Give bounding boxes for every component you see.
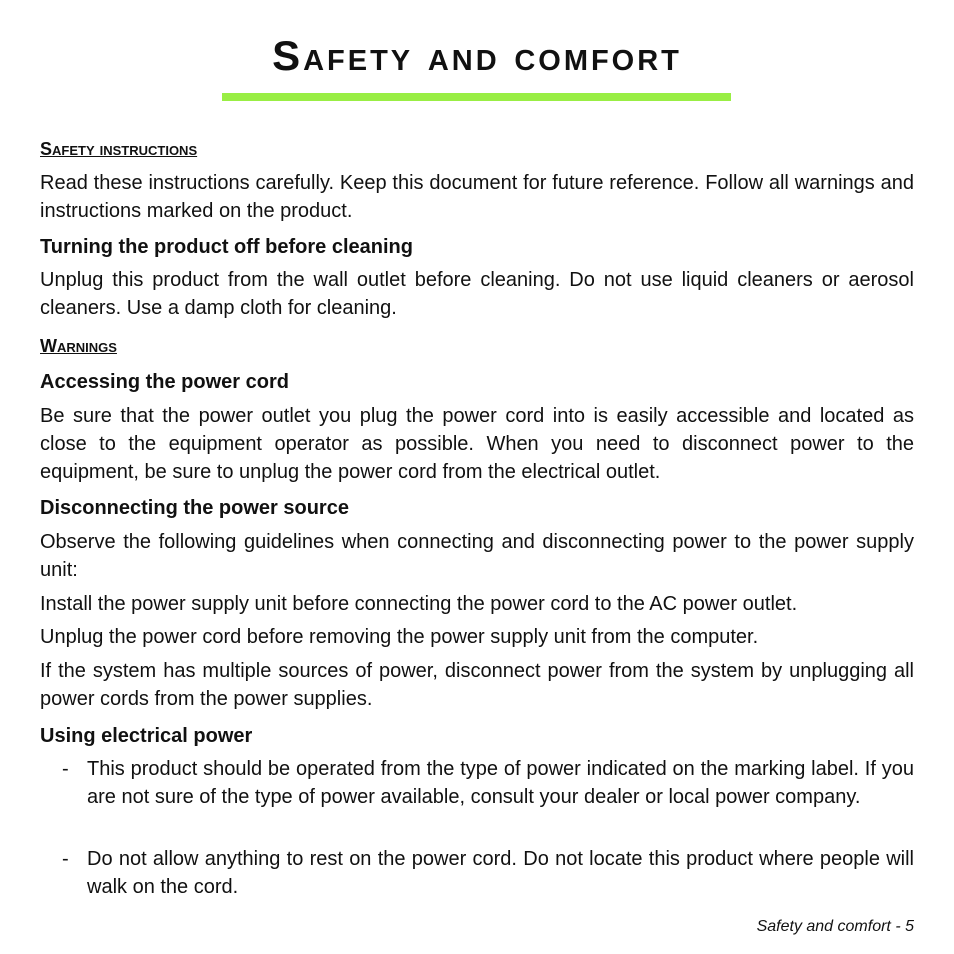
title-underline-bar [222, 93, 731, 101]
footer-label: Safety and comfort - [756, 918, 901, 935]
disconnect-paragraph-4: If the system has multiple sources of power, disconnect power from the system by unplugging all power cords from the power supplies. [40, 660, 914, 710]
list-item [40, 845, 914, 901]
bullet-text: This product should be operated from the type of power indicated on the marking label. If you are not sure of the type of power available, consult your dealer or local power company. [87, 758, 914, 808]
section-heading-warnings: Warnings [40, 336, 117, 356]
bullet-dash: - [62, 758, 69, 780]
list-item [40, 755, 914, 811]
footer-page-number: 5 [905, 918, 914, 935]
subheading-electrical: Using electrical power [40, 725, 253, 747]
document-page [40, 0, 914, 898]
cleaning-paragraph: Unplug this product from the wall outlet before cleaning. Do not use liquid cleaners or aerosol cleaners. Use a damp cloth for cleaning. [40, 269, 914, 319]
disconnect-paragraph-1: Observe the following guidelines when connecting and disconnecting power to the power supply unit: [40, 531, 914, 581]
subheading-power-cord: Accessing the power cord [40, 371, 289, 393]
bullet-text: Do not allow anything to rest on the power cord. Do not locate this product where people will walk on the cord. [87, 848, 914, 898]
power-cord-paragraph: Be sure that the power outlet you plug the power cord into is easily accessible and located as close to the equipment operator as possible. When you need to disconnect power to the equipment, be sure to unplug the power cord from the electrical outlet. [40, 405, 914, 483]
bullet-dash: - [62, 848, 69, 870]
subheading-cleaning: Turning the product off before cleaning [40, 236, 413, 258]
safety-intro-paragraph: Read these instructions carefully. Keep this document for future reference. Follow all warnings and instructions marked on the product. [40, 172, 914, 222]
page-title: Safety and comfort [272, 32, 682, 79]
disconnect-paragraph-2: Install the power supply unit before connecting the power cord to the AC power outlet. [40, 593, 798, 615]
page-footer [757, 917, 914, 937]
section-heading-safety: Safety instructions [40, 139, 198, 159]
disconnect-paragraph-3: Unplug the power cord before removing the power supply unit from the computer. [40, 626, 759, 648]
subheading-disconnect: Disconnecting the power source [40, 497, 349, 519]
